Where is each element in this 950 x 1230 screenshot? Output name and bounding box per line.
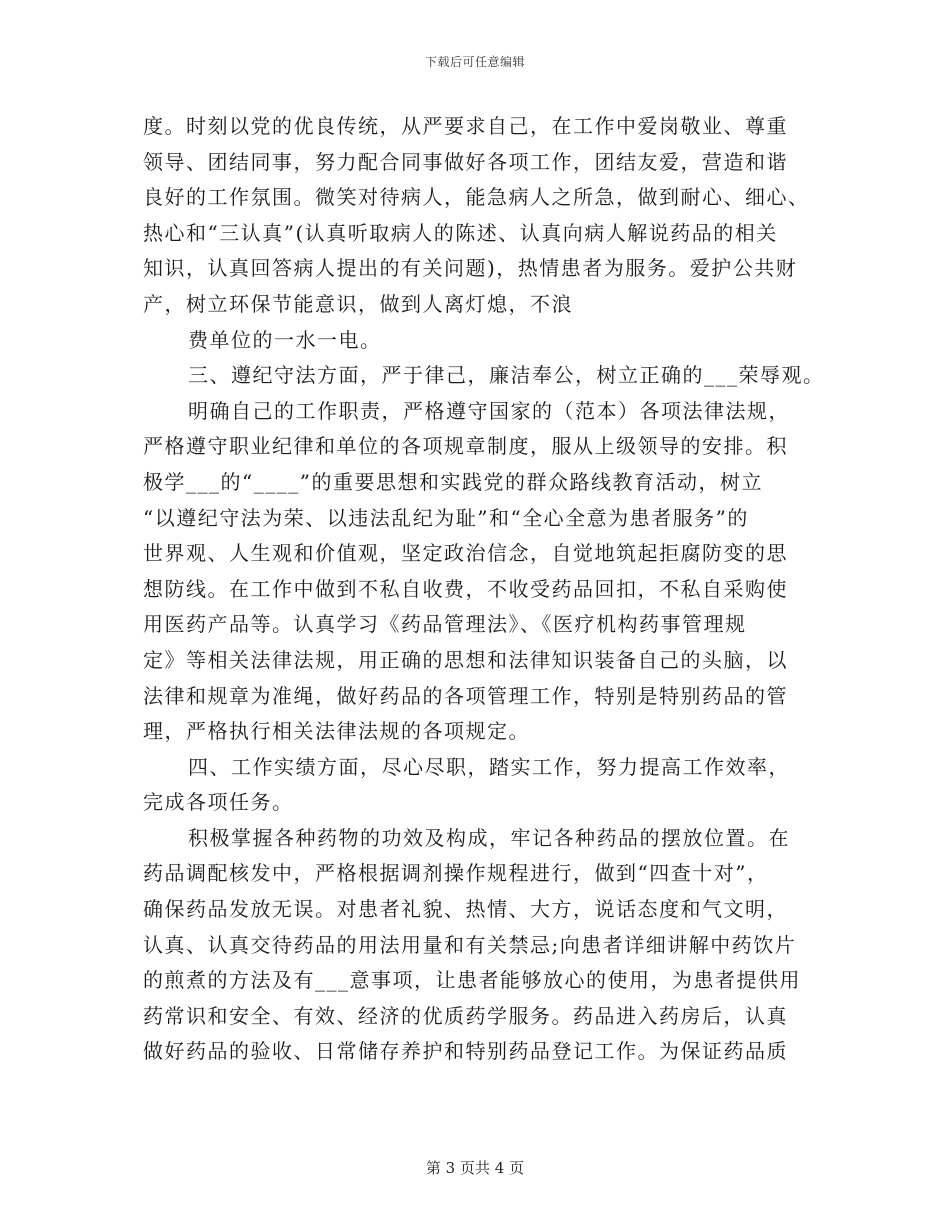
text-line: 知识，认真回答病人提出的有关问题)，热情患者为服务。爱护公共财 — [143, 256, 798, 281]
text-line: 严格遵守职业纪律和单位的各项规章制度，服从上级领导的安排。积 — [143, 434, 788, 459]
text-line: 用医药产品等。认真学习《药品管理法》、《医疗机构药事管理规 — [143, 612, 747, 637]
text-line: 定》等相关法律法规，用正确的思想和法律知识装备自己的头脑，以 — [143, 647, 788, 672]
text-line: 良好的工作氛围。微笑对待病人，能急病人之所急，做到耐心、细心、 — [143, 185, 810, 210]
text-line: 明确自己的工作职责，严格遵守国家的（范本）各项法律法规， — [188, 398, 790, 423]
page-header: 下载后可任意编辑 — [424, 55, 525, 69]
text-line: 药品调配核发中，严格根据调剂操作规程进行，做到“四查十对”， — [143, 861, 769, 886]
text-line: 认真、认真交待药品的用法用量和有关禁忌;向患者详细讲解中药饮片 — [143, 932, 797, 957]
section-heading: 四、工作实绩方面，尽心尽职，踏实工作，努力提高工作效率， — [188, 754, 790, 779]
text-line: 的煎煮的方法及有___意事项，让患者能够放心的使用，为患者提供用 — [143, 968, 801, 993]
text-line: 费单位的一水一电。 — [188, 327, 382, 352]
text-line: 完成各项任务。 — [143, 790, 294, 815]
text-line: 产，树立环保节能意识，做到人离灯熄，不浪 — [143, 291, 573, 316]
text-line: 领导、团结同事，努力配合同事做好各项工作，团结友爱，营造和谐 — [143, 149, 788, 174]
document-body — [143, 109, 825, 1070]
text-line: 药常识和安全、有效、经济的优质药学服务。药品进入药房后，认真 — [143, 1003, 788, 1028]
text-line: 热心和“三认真”(认真听取病人的陈述、认真向病人解说药品的相关 — [143, 220, 778, 245]
text-line: 度。时刻以党的优良传统，从严要求自己，在工作中爱岗敬业、尊重 — [143, 114, 788, 138]
text-line: 极学___的“____”的重要思想和实践党的群众路线教育活动，树立 — [143, 469, 763, 494]
text-line: 做好药品的验收、日常储存养护和特别药品登记工作。为保证药品质 — [143, 1039, 788, 1064]
section-heading: 三、遵纪守法方面，严于律己，廉洁奉公，树立正确的___荣辱观。 — [188, 363, 825, 388]
text-line: 世界观、人生观和价值观，坚定政治信念，自觉地筑起拒腐防变的思 — [143, 541, 788, 566]
text-line: 确保药品发放无误。对患者礼貌、热情、大方，说话态度和气文明， — [143, 897, 788, 922]
text-line: 积极掌握各种药物的功效及构成，牢记各种药品的摆放位置。在 — [188, 825, 790, 850]
text-line: 法律和规章为准绳，做好药品的各项管理工作，特别是特别药品的管 — [143, 683, 788, 708]
text-line: 想防线。在工作中做到不私自收费，不收受药品回扣，不私自采购使 — [143, 576, 788, 601]
text-line: 理，严格执行相关法律法规的各项规定。 — [143, 719, 530, 744]
text-line: “以遵纪守法为荣、以违法乱纪为耻”和“全心全意为患者服务”的 — [143, 505, 749, 530]
page-number: 第 3 页共 4 页 — [425, 1159, 525, 1177]
